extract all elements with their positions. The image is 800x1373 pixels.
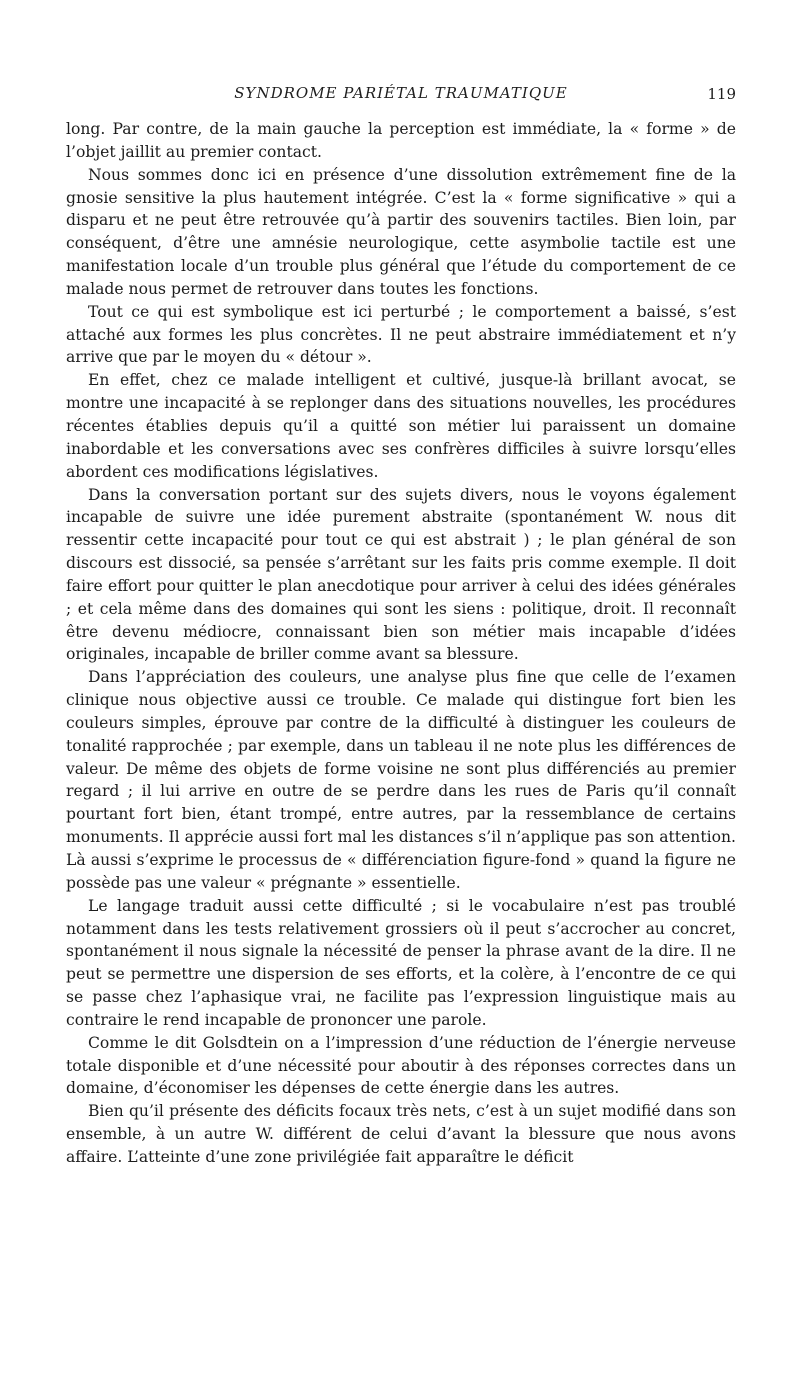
- paragraph: Bien qu’il présente des déficits focaux très nets, c’est à un sujet modifié dans son ensemble, à un autre W. différent de celui d’avant la blessure que nous avons affaire. L’atteinte d’une zone privilégiée fait apparaître le déficit: [66, 1102, 736, 1166]
- running-header: [66, 84, 736, 106]
- paragraph: Nous sommes donc ici en présence d’une dissolution extrêmement fine de la gnosie sensitive la plus hautement intégrée. C’est la « forme significative » qui a disparu et ne peut être retrouvée qu’à partir des souvenirs tactiles. Bien loin, par conséquent, d’être une amnésie neurologique, cette asymbolie tactile est une manifestation locale d’un trouble plus général que l’étude du comportement de ce malade nous permet de retrouver dans toutes les fonctions.: [66, 165, 736, 298]
- paragraph: Tout ce qui est symbolique est ici perturbé ; le comportement a baissé, s’est attaché aux formes les plus concrètes. Il ne peut abstraire immédiatement et n’y arrive que par le moyen du « détour ».: [66, 302, 736, 367]
- paragraph: Comme le dit Golsdtein on a l’impression d’une réduction de l’énergie nerveuse totale disponible et d’une nécessité pour aboutir à des réponses correctes dans un domaine, d’économiser les dépenses de cette énergie dans les autres.: [66, 1033, 736, 1098]
- paragraph: Le langage traduit aussi cette difficulté ; si le vocabulaire n’est pas troublé notamment dans les tests relativement grossiers où il peut s’accrocher au concret, spontanément il nous signale la nécessité de penser la phrase avant de la dire. Il ne peut se permettre une dispersion de ses efforts, et la colère, à l’encontre de ce qui se passe chez l’aphasique vrai, ne facilite pas l’expression linguistique mais au contraire le rend incapable de prononcer une parole.: [66, 896, 736, 1029]
- body-text: [66, 118, 736, 1169]
- paragraph: Dans l’appréciation des couleurs, une analyse plus fine que celle de l’examen clinique nous objective aussi ce trouble. Ce malade qui distingue fort bien les couleurs simples, éprouve par contre de la difficulté à distinguer les couleurs de tonalité rapprochée ; par exemple, dans un tableau il ne note plus les différences de valeur. De même des objets de forme voisine ne sont plus différenciés au premier regard ; il lui arrive en outre de se perdre dans les rues de Paris qu’il connaît pourtant fort bien, étant trompé, entre autres, par la ressemblance de certains monuments. Il apprécie aussi fort mal les distances s’il n’applique pas son attention. Là aussi s’exprime le processus de « différenciation figure-fond » quand la figure ne possède pas une valeur « prégnante » essentielle.: [66, 668, 736, 892]
- paragraph: long. Par contre, de la main gauche la perception est immédiate, la « forme » de l’objet jaillit au premier contact.: [66, 120, 736, 161]
- paragraph: En effet, chez ce malade intelligent et cultivé, jusque-là brillant avocat, se montre une incapacité à se replonger dans des situations nouvelles, les procédures récentes établies depuis qu’il a quitté son métier lui paraissent un domaine inabordable et les conversations avec ses confrères difficiles à suivre lorsqu’elles abordent ces modifications législatives.: [66, 371, 736, 481]
- running-title: SYNDROME PARIÉTAL TRAUMATIQUE: [234, 84, 568, 102]
- paragraph: Dans la conversation portant sur des sujets divers, nous le voyons également incapable de suivre une idée purement abstraite (spontanément W. nous dit ressentir cette incapacité pour tout ce qui est abstrait ) ; le plan général de son discours est dissocié, sa pensée s’arrêtant sur les faits pris comme exemple. Il doit faire effort pour quitter le plan anecdotique pour arriver à celui des idées générales ; et cela même dans des domaines qui sont les siens : politique, droit. Il reconnaît être devenu médiocre, connaissant bien son métier mais incapable d’idées originales, incapable de briller comme avant sa blessure.: [66, 485, 736, 664]
- page-number: 119: [707, 85, 736, 103]
